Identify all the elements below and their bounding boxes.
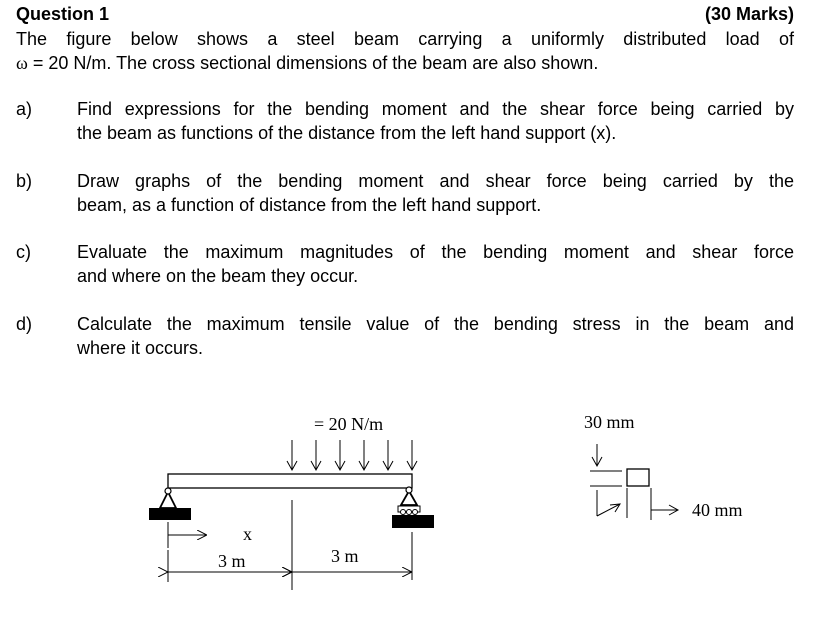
x-distance-arrow — [168, 522, 207, 548]
part-d-label: d) — [16, 314, 33, 334]
steel-beam — [168, 474, 412, 488]
part-a-label: a) — [16, 99, 33, 119]
distributed-load-arrows — [287, 440, 417, 470]
left-pinned-support — [149, 488, 191, 520]
span-dimension-lines — [168, 500, 412, 590]
load-label: = 20 N/m — [314, 414, 384, 434]
intro-line-1: The figure below shows a steel beam carrying a uniformly distributed load of — [16, 29, 794, 49]
part-c-label: c) — [16, 242, 31, 262]
question-title: Question 1 — [16, 4, 110, 24]
part-b-line-2: beam, as a function of distance from the left hand support. — [77, 195, 542, 215]
height-dimension-label: 40 mm — [692, 500, 743, 520]
part-c-line-1: Evaluate the maximum magnitudes of the bending moment and shear force — [77, 242, 794, 262]
span-right-label: 3 m — [331, 546, 359, 566]
part-d-line-2: where it occurs. — [77, 338, 204, 358]
right-roller-support — [392, 487, 434, 528]
question-marks: (30 Marks) — [704, 4, 794, 24]
intro-line-2-text: = 20 N/m. The cross sectional dimensions of the beam are also shown. — [27, 53, 599, 73]
span-left-label: 3 m — [218, 551, 246, 571]
x-label: x — [243, 524, 252, 544]
part-d-line-1: Calculate the maximum tensile value of the bending stress in the beam and — [77, 314, 794, 334]
part-b-label: b) — [16, 171, 33, 191]
width-dimension-label: 30 mm — [584, 412, 635, 432]
part-c-line-2: and where on the beam they occur. — [77, 266, 359, 286]
part-a-line-2: the beam as functions of the distance from the left hand support (x). — [77, 123, 617, 143]
omega-symbol: ω — [16, 53, 28, 73]
part-a-line-1: Find expressions for the bending moment and the shear force being carried by — [77, 99, 794, 119]
part-b-line-1: Draw graphs of the bending moment and shear force being carried by the — [77, 171, 794, 191]
cross-section-rectangle — [627, 469, 649, 486]
